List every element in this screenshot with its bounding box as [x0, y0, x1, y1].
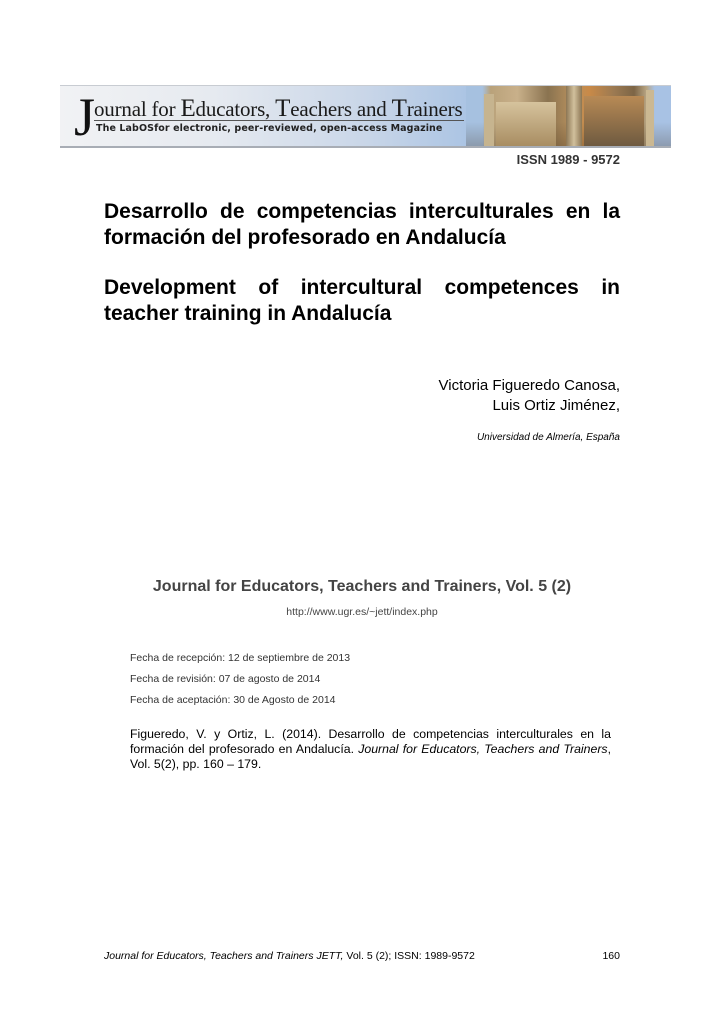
issn-label: ISSN 1989 - 9572	[516, 152, 620, 167]
banner-title	[94, 95, 464, 122]
banner-title-cap: T	[391, 95, 407, 122]
photo-wall-right	[584, 96, 644, 146]
banner-title-part: ducators,	[195, 97, 276, 121]
banner-title-cap: T	[275, 95, 291, 122]
banner-title-part: ournal for	[94, 97, 181, 121]
citation-text	[130, 727, 611, 772]
footer-journal-name: Journal for Educators, Teachers and Trainers JETT,	[104, 950, 344, 962]
journal-banner	[60, 85, 671, 148]
page-number: 160	[602, 950, 620, 962]
banner-subtitle: The LabOSfor electronic, peer-reviewed, open-access Magazine	[96, 123, 443, 134]
citation-prefix: Figueredo, V. y Ortiz, L. (2014). Desarrollo de competencias interculturales en la formación del profesorado en Andalucía.	[130, 727, 611, 756]
page-footer	[104, 950, 620, 962]
author-name: Luis Ortiz Jiménez,	[492, 397, 620, 414]
dates-block	[130, 648, 350, 711]
footer-journal-info	[104, 950, 475, 962]
date-received: Fecha de recepción: 12 de septiembre de 2013	[130, 652, 351, 664]
footer-issn: Vol. 5 (2); ISSN: 1989-9572	[343, 950, 475, 962]
date-revised: Fecha de revisión: 07 de agosto de 2014	[130, 673, 321, 685]
photo-column	[566, 86, 582, 146]
journal-url-link[interactable]: http://www.ugr.es/~jett/index.php	[286, 606, 438, 618]
photo-spire-left	[484, 94, 494, 146]
date-accepted: Fecha de aceptación: 30 de Agosto de 2014	[130, 694, 336, 706]
article-title-spanish: Desarrollo de competencias interculturales en la formación del profesorado en Andalucía	[104, 200, 620, 249]
citation-suffix: , Vol. 5(2), pp. 160 – 179.	[130, 742, 611, 771]
banner-title-part: rainers	[406, 97, 463, 121]
article-title-english: Development of intercultural competences in teacher training in Andalucía	[104, 276, 620, 325]
photo-facade	[496, 102, 556, 146]
journal-volume-heading: Journal for Educators, Teachers and Trainers, Vol. 5 (2)	[152, 578, 572, 595]
citation-journal: Journal for Educators, Teachers and Trainers	[358, 742, 608, 756]
photo-spire-right	[646, 90, 654, 146]
banner-building-photo	[466, 86, 671, 146]
authors-block	[439, 376, 621, 416]
banner-title-part: eachers and	[290, 97, 392, 121]
banner-logo-initial: J	[74, 87, 96, 147]
banner-title-cap: E	[180, 95, 196, 122]
author-name: Victoria Figueredo Canosa,	[438, 377, 620, 394]
affiliation: Universidad de Almería, España	[476, 432, 620, 443]
